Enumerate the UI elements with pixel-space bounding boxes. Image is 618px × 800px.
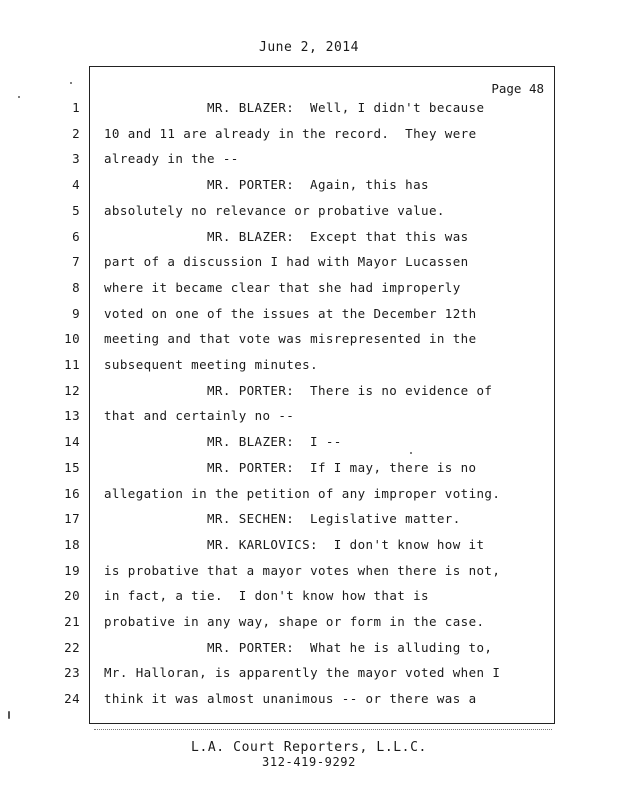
transcript-line: is probative that a mayor votes when there is not, xyxy=(104,563,501,578)
line-number: 6 xyxy=(72,229,80,244)
line-number: 1 xyxy=(72,100,80,115)
transcript-line: MR. PORTER: Again, this has xyxy=(207,177,429,192)
transcript-line: MR. PORTER: What he is alluding to, xyxy=(207,640,493,655)
line-number: 22 xyxy=(64,640,80,655)
transcript-line: voted on one of the issues at the December 12th xyxy=(104,306,477,321)
transcript-line: MR. BLAZER: Except that this was xyxy=(207,229,469,244)
scan-speck xyxy=(70,82,72,84)
transcript-line: already in the -- xyxy=(104,151,239,166)
line-number: 12 xyxy=(64,383,80,398)
line-number: 9 xyxy=(72,306,80,321)
transcript-line: that and certainly no -- xyxy=(104,408,295,423)
line-number: 13 xyxy=(64,408,80,423)
transcript-line: MR. SECHEN: Legislative matter. xyxy=(207,511,461,526)
transcript-line: MR. BLAZER: Well, I didn't because xyxy=(207,100,485,115)
transcript-line: MR. BLAZER: I -- xyxy=(207,434,342,449)
line-number: 8 xyxy=(72,280,80,295)
transcript-line: MR. PORTER: There is no evidence of xyxy=(207,383,493,398)
transcript-line: in fact, a tie. I don't know how that is xyxy=(104,588,429,603)
line-number: 11 xyxy=(64,357,80,372)
line-number: 16 xyxy=(64,486,80,501)
line-number: 2 xyxy=(72,126,80,141)
scan-speck xyxy=(18,96,20,98)
transcript-line: 10 and 11 are already in the record. They were xyxy=(104,126,477,141)
line-number: 15 xyxy=(64,460,80,475)
line-number: 17 xyxy=(64,511,80,526)
line-number: 18 xyxy=(64,537,80,552)
bottom-divider xyxy=(94,729,552,730)
scan-speck xyxy=(8,711,10,719)
transcript-line: where it became clear that she had improperly xyxy=(104,280,461,295)
line-number: 24 xyxy=(64,691,80,706)
transcript-line: part of a discussion I had with Mayor Lucassen xyxy=(104,254,469,269)
transcript-line: think it was almost unanimous -- or there was a xyxy=(104,691,477,706)
transcript-line: Mr. Halloran, is apparently the mayor voted when I xyxy=(104,665,501,680)
transcript-line: allegation in the petition of any improper voting. xyxy=(104,486,501,501)
transcript-line: MR. KARLOVICS: I don't know how it xyxy=(207,537,485,552)
line-number: 7 xyxy=(72,254,80,269)
transcript-line: MR. PORTER: If I may, there is no xyxy=(207,460,477,475)
line-number: 20 xyxy=(64,588,80,603)
transcript-line: meeting and that vote was misrepresented in the xyxy=(104,331,477,346)
scan-speck xyxy=(410,452,412,454)
transcript-date: June 2, 2014 xyxy=(259,40,359,55)
footer-phone-number: 312-419-9292 xyxy=(262,755,356,769)
line-number: 21 xyxy=(64,614,80,629)
transcript-line: subsequent meeting minutes. xyxy=(104,357,318,372)
line-number: 4 xyxy=(72,177,80,192)
transcript-line: probative in any way, shape or form in the case. xyxy=(104,614,485,629)
footer-company-name: L.A. Court Reporters, L.L.C. xyxy=(191,740,427,755)
page-number: Page 48 xyxy=(491,81,544,96)
line-number: 10 xyxy=(64,331,80,346)
line-number: 5 xyxy=(72,203,80,218)
line-number: 14 xyxy=(64,434,80,449)
line-number: 3 xyxy=(72,151,80,166)
line-number: 19 xyxy=(64,563,80,578)
transcript-line: absolutely no relevance or probative value. xyxy=(104,203,445,218)
line-number: 23 xyxy=(64,665,80,680)
